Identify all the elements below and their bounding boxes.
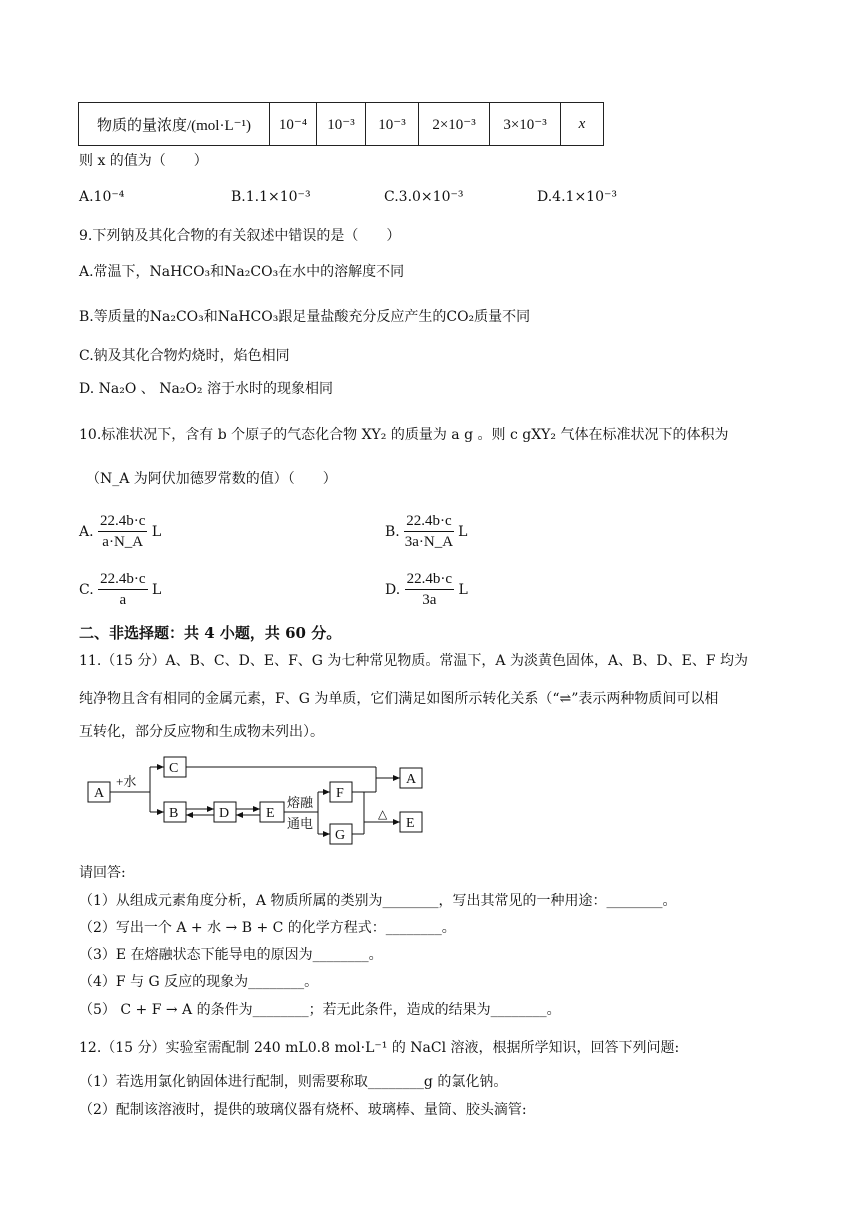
q9-option-b: B.等质量的Na₂CO₃和NaHCO₃跟足量盐酸充分反应产生的CO₂质量不同 (79, 309, 531, 325)
fraction: $\frac{22.4b\cdot c}{3a}$ (406, 571, 453, 608)
water-label: +水 (116, 774, 137, 789)
q12-part: （2）配制该溶液时，提供的玻璃仪器有烧杯、玻璃棒、量筒、胶头滴管: (79, 1102, 527, 1118)
q11-line2: 纯净物且含有相同的金属元素，F、G 为单质，它们满足如图所示转化关系（“⇌”表示两种物质间可以相 (79, 691, 719, 707)
node-f-label: F (336, 786, 344, 801)
table-cell: 2×10⁻³ (419, 103, 490, 146)
q12-stem: 12.（15 分）实验室需配制 240 mL0.8 mol·L⁻¹ 的 NaCl 溶液，根据所学知识，回答下列问题: (79, 1040, 680, 1056)
table-cell: 10⁻³ (366, 103, 419, 146)
node-e-product-label: E (406, 816, 415, 831)
q11-part: （5） C + F → A 的条件为________；若无此条件，造成的结果为________。 (79, 1002, 561, 1018)
q12-part: （1）若选用氯化钠固体进行配制，则需要称取________g 的氯化钠。 (79, 1074, 508, 1090)
q11-line3: 互转化，部分反应物和生成物未列出）。 (79, 724, 324, 740)
q10-option-a: A. $\frac{22.4b\cdot c}{a\cdot N\_A}$ L (79, 513, 162, 550)
q11-prompt: 请回答: (79, 865, 126, 881)
q9-option-a: A.常温下，NaHCO₃和Na₂CO₃在水中的溶解度不同 (79, 264, 405, 280)
fraction: $\frac{22.4b\cdot c}{a}$ (100, 571, 146, 608)
melt-label: 熔融 (287, 795, 314, 810)
q11-line1: 11.（15 分）A、B、C、D、E、F、G 为七种常见物质。常温下，A 为淡黄色固体，A、B、D、E、F 均为 (79, 653, 748, 669)
table-cell: 3×10⁻³ (490, 103, 561, 146)
q11-part: （3）E 在熔融状态下能导电的原因为________。 (79, 947, 383, 963)
table-cell: 10⁻⁴ (270, 103, 317, 146)
q10-option-b: B. $\frac{22.4b\cdot c}{3a\cdot N\_A}$ L (385, 513, 468, 550)
node-e-label: E (266, 806, 275, 821)
table-cell: 10⁻³ (317, 103, 366, 146)
concentration-table (78, 102, 604, 146)
q9-option-d: D. Na₂O 、 Na₂O₂ 溶于水时的现象相同 (79, 381, 333, 397)
q10-stem: 10.标准状况下，含有 b 个原子的气态化合物 XY₂ 的质量为 a g 。则 c gXY₂ 气体在标准状况下的体积为 (79, 427, 729, 443)
electrolysis-label: 通电 (287, 816, 314, 831)
node-a-product-label: A (406, 772, 417, 787)
fraction: $\frac{22.4b\cdot c}{3a\cdot N\_A}$ (404, 513, 454, 550)
q9-option-c: C.钠及其化合物灼烧时，焰色相同 (79, 348, 290, 364)
q11-part: （1）从组成元素角度分析，A 物质所属的类别为________，写出其常见的一种用途：________。 (79, 893, 677, 909)
q8-option-b: B.1.1×10⁻³ (231, 189, 311, 205)
node-d-label: D (219, 806, 230, 821)
q10-note: （N_A 为阿伏加德罗常数的值）（ ） (86, 471, 337, 487)
section-heading: 二、非选择题：共 4 小题，共 60 分。 (79, 624, 342, 642)
node-a-label: A (94, 786, 105, 801)
q8-option-a: A.10⁻⁴ (79, 189, 125, 205)
node-g-label: G (335, 828, 346, 843)
q11-part: （2）写出一个 A + 水 → B + C 的化学方程式：________。 (79, 920, 456, 936)
q10-option-c: C. $\frac{22.4b\cdot c}{a}$ L (79, 571, 162, 608)
q8-option-d: D.4.1×10⁻³ (537, 189, 617, 205)
table-row (79, 103, 604, 146)
conversion-diagram (80, 752, 440, 852)
heat-label: △ (378, 807, 388, 821)
node-b-label: B (169, 806, 179, 821)
q10-option-d: D. $\frac{22.4b\cdot c}{3a}$ L (385, 571, 468, 608)
q11-part: （4）F 与 G 反应的现象为________。 (79, 974, 319, 990)
fraction: $\frac{22.4b\cdot c}{a\cdot N\_A}$ (100, 513, 146, 550)
node-c-label: C (169, 761, 179, 776)
table-cell: x (561, 103, 604, 146)
q9-stem: 9.下列钠及其化合物的有关叙述中错误的是（ ） (79, 228, 401, 244)
q8-option-c: C.3.0×10⁻³ (384, 189, 464, 205)
q8-stem: 则 x 的值为（ ） (79, 153, 208, 169)
table-header-cell: 物质的量浓度/(mol·L⁻¹) (79, 103, 270, 146)
